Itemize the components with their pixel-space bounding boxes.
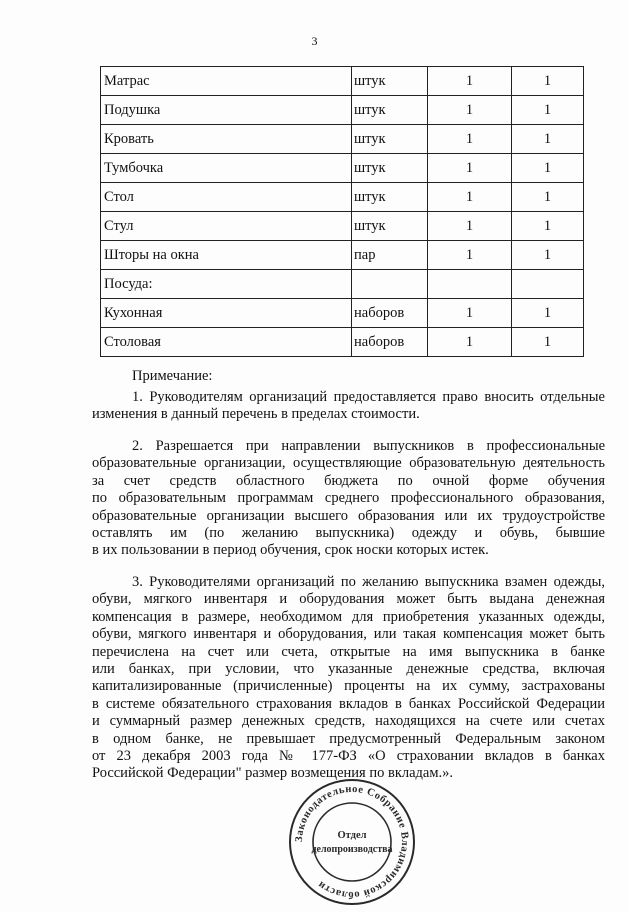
item-name-cell: Матрас bbox=[101, 67, 352, 96]
stamp-center-line2: делопроизводства bbox=[311, 844, 393, 855]
quantity-cell-2: 1 bbox=[512, 212, 584, 241]
quantity-cell-1 bbox=[428, 270, 512, 299]
note-paragraph-1 bbox=[92, 389, 605, 424]
note-line: и суммарный размер денежных средств, находящихся на счете или счетах bbox=[92, 713, 605, 730]
note-heading-block bbox=[92, 368, 605, 385]
quantity-cell-2: 1 bbox=[512, 125, 584, 154]
stamp-center-line1: Отдел bbox=[337, 830, 367, 841]
item-name-cell: Кухонная bbox=[101, 299, 352, 328]
note-line: образовательные организации высшего образования или их трудоустройстве bbox=[92, 507, 605, 524]
item-name-cell: Столовая bbox=[101, 328, 352, 357]
note-paragraph-2 bbox=[92, 438, 605, 560]
note-line: в системе обязательного страхования вкладов в банках Российской Федерации bbox=[92, 695, 605, 712]
item-name-cell: Шторы на окна bbox=[101, 241, 352, 270]
note-line: в одном банке, не превышает предусмотренный Федеральным законом bbox=[92, 730, 605, 747]
quantity-cell-2: 1 bbox=[512, 299, 584, 328]
quantity-cell-1: 1 bbox=[428, 299, 512, 328]
quantity-cell-2: 1 bbox=[512, 96, 584, 125]
unit-cell: штук bbox=[352, 125, 428, 154]
note-heading: Примечание: bbox=[132, 368, 213, 384]
unit-cell: штук bbox=[352, 154, 428, 183]
table-row bbox=[101, 328, 584, 357]
stamp-seal-graphic bbox=[287, 777, 417, 907]
table-row bbox=[101, 183, 584, 212]
note-line: 2. Разрешается при направлении выпускников в профессиональные bbox=[132, 438, 605, 454]
note-line: обуви, мягкого инвентаря и оборудования, или такая компенсация может быть bbox=[92, 626, 605, 643]
inventory-table bbox=[100, 66, 584, 357]
note-line: компенсация в размере, необходимом для приобретения указанных одежды, bbox=[92, 608, 605, 625]
item-name-cell: Кровать bbox=[101, 125, 352, 154]
unit-cell: штук bbox=[352, 183, 428, 212]
inventory-table-body bbox=[101, 67, 584, 357]
item-name-cell: Посуда: bbox=[101, 270, 352, 299]
unit-cell: наборов bbox=[352, 328, 428, 357]
svg-text:Законодательное Собрание Влади bbox=[294, 784, 410, 900]
note-line: Российской Федерации" размер возмещения по вкладам.». bbox=[92, 765, 454, 782]
unit-cell: штук bbox=[352, 67, 428, 96]
table-row bbox=[101, 125, 584, 154]
unit-cell: штук bbox=[352, 96, 428, 125]
note-line: по образовательным программам среднего профессионального образования, bbox=[92, 490, 605, 507]
unit-cell bbox=[352, 270, 428, 299]
note-line: от 23 декабря 2003 года № 177-ФЗ «О страховании вкладов в банках bbox=[92, 748, 605, 765]
quantity-cell-1: 1 bbox=[428, 212, 512, 241]
note-line: за счет средств областного бюджета по очной форме обучения bbox=[92, 472, 605, 489]
table-row bbox=[101, 96, 584, 125]
official-stamp bbox=[287, 777, 417, 907]
quantity-cell-1: 1 bbox=[428, 125, 512, 154]
note-line: образовательные организации, осуществляющие образовательную деятельность bbox=[92, 455, 605, 472]
quantity-cell-1: 1 bbox=[428, 96, 512, 125]
table-row bbox=[101, 270, 584, 299]
table-row bbox=[101, 241, 584, 270]
note-line: перечислена на счет или счета, открытые на имя выпускника в банке bbox=[92, 643, 605, 660]
quantity-cell-2: 1 bbox=[512, 154, 584, 183]
note-line: 1. Руководителям организаций предоставляется право вносить отдельные bbox=[132, 389, 605, 405]
quantity-cell-1: 1 bbox=[428, 328, 512, 357]
quantity-cell-1: 1 bbox=[428, 241, 512, 270]
note-line: изменения в данный перечень в пределах стоимости. bbox=[92, 406, 420, 423]
item-name-cell: Стул bbox=[101, 212, 352, 241]
quantity-cell-2: 1 bbox=[512, 328, 584, 357]
item-name-cell: Тумбочка bbox=[101, 154, 352, 183]
page-number: 3 bbox=[311, 34, 318, 48]
quantity-cell-2 bbox=[512, 270, 584, 299]
unit-cell: наборов bbox=[352, 299, 428, 328]
note-line: 3. Руководителями организаций по желанию выпускника взамен одежды, bbox=[132, 574, 605, 590]
note-line: оставлять им (по желанию выпускника) одежду и обувь, бывшие bbox=[92, 525, 605, 542]
quantity-cell-2: 1 bbox=[512, 67, 584, 96]
note-line: обуви, мягкого инвентаря и оборудования может быть выдана денежная bbox=[92, 591, 605, 608]
note-line: в их пользовании в период обучения, срок носки которых истек. bbox=[92, 542, 489, 559]
stamp-ring-text: Законодательное Собрание Владимирской области bbox=[293, 783, 411, 901]
note-line: или банках, при условии, что указанные денежные средства, включая bbox=[92, 661, 605, 678]
table-row bbox=[101, 212, 584, 241]
quantity-cell-2: 1 bbox=[512, 183, 584, 212]
table-row bbox=[101, 154, 584, 183]
quantity-cell-1: 1 bbox=[428, 183, 512, 212]
table-row bbox=[101, 67, 584, 96]
quantity-cell-2: 1 bbox=[512, 241, 584, 270]
table-row bbox=[101, 299, 584, 328]
quantity-cell-1: 1 bbox=[428, 154, 512, 183]
quantity-cell-1: 1 bbox=[428, 67, 512, 96]
note-line: капитализированные (причисленные) проценты на их сумму, застрахованы bbox=[92, 678, 605, 695]
note-paragraph-3 bbox=[92, 574, 605, 783]
item-name-cell: Подушка bbox=[101, 96, 352, 125]
item-name-cell: Стол bbox=[101, 183, 352, 212]
unit-cell: штук bbox=[352, 212, 428, 241]
unit-cell: пар bbox=[352, 241, 428, 270]
